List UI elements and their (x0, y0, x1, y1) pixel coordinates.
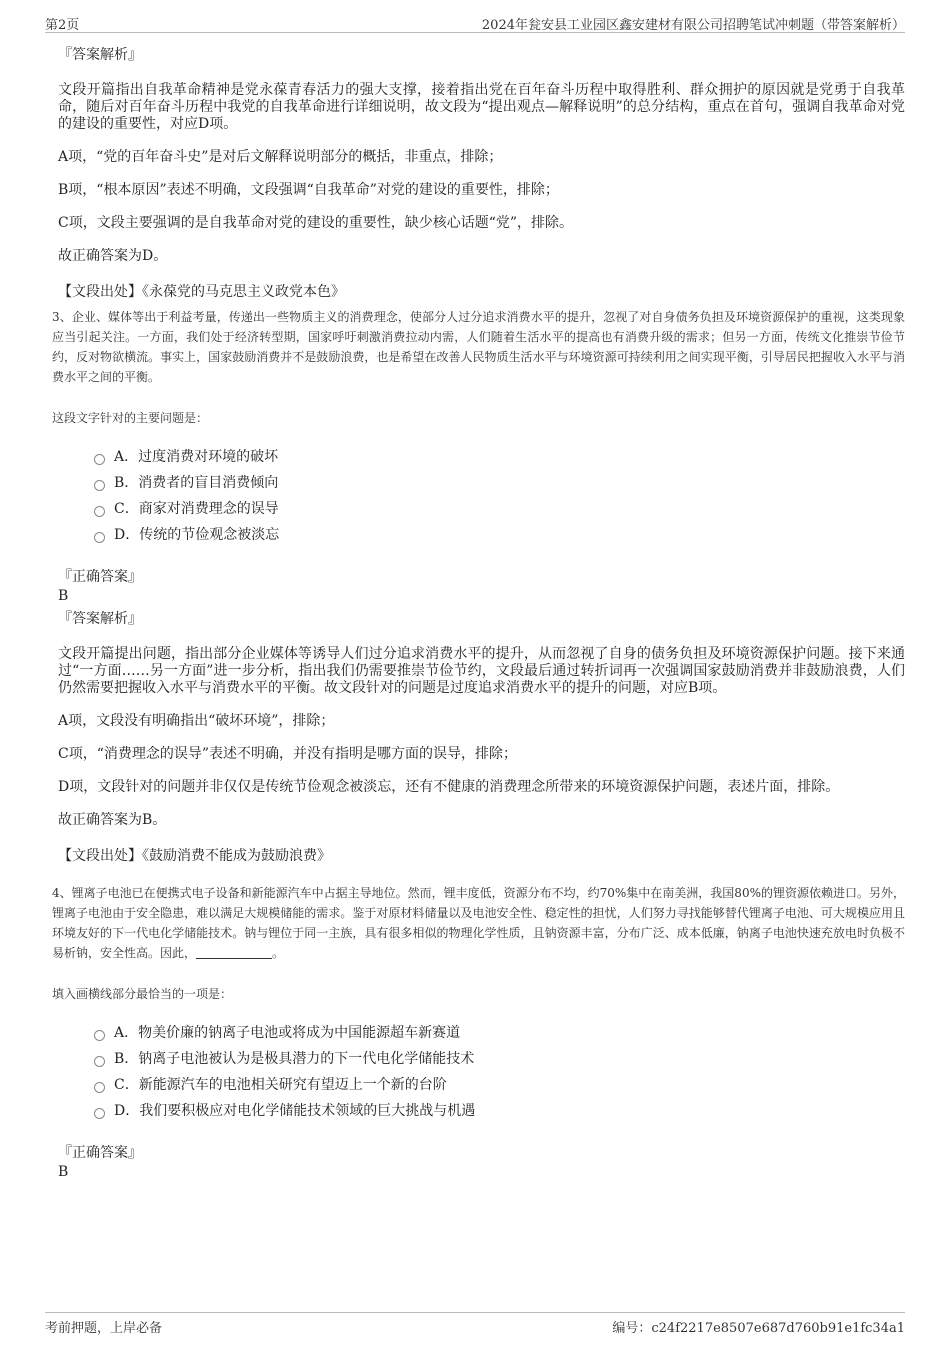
q4-option-c[interactable]: C．新能源汽车的电池相关研究有望迈上一个新的台阶 (94, 1072, 905, 1098)
q3-option-b[interactable]: B．消费者的盲目消费倾向 (94, 470, 905, 496)
source-citation: 【文段出处】《鼓励消费不能成为鼓励浪费》 (58, 848, 331, 864)
correct-answer: B (58, 588, 69, 604)
page-footer (45, 1312, 905, 1336)
analysis-option-a: A项，“党的百年奋斗史”是对后文解释说明部分的概括，非重点，排除； (58, 149, 503, 165)
analysis-tag: 『答案解析』 (58, 47, 142, 63)
correct-answer-tag: 『正确答案』 (58, 569, 142, 585)
document-title: 2024年瓮安县工业园区鑫安建材有限公司招聘笔试冲刺题（带答案解析） (481, 18, 905, 33)
analysis-option-c: C项，文段主要强调的是自我革命对党的建设的重要性，缺少核心话题“党”，排除。 (58, 215, 574, 231)
analysis-option-a: A项，文段没有明确指出“破坏环境”，排除； (58, 713, 335, 729)
q4-option-d[interactable]: D．我们要积极应对电化学储能技术领域的巨大挑战与机遇 (94, 1098, 905, 1124)
analysis-conclusion: 故正确答案为D。 (58, 248, 168, 264)
question-3-options (94, 444, 905, 548)
source-citation: 【文段出处】《永葆党的马克思主义政党本色》 (58, 284, 345, 300)
radio-icon[interactable] (94, 1056, 105, 1067)
analysis-option-c: C项，“消费理念的误导”表述不明确，并没有指明是哪方面的误导，排除； (58, 746, 518, 762)
analysis-option-b: B项，“根本原因”表述不明确，文段强调“自我革命”对党的建设的重要性，排除； (58, 182, 559, 198)
footer-slogan: 考前押题，上岸必备 (45, 1321, 163, 1336)
question-3-text: 3、企业、媒体等出于利益考量，传递出一些物质主义的消费理念，使部分人过分追求消费水平的提升，忽视了对自身债务负担及环境资源保护的重视，这类现象应当引起关注。一方面，我们处于经济转型期，国家呼吁刺激消费拉动内需，人们随着生活水平的提高也有消费升级的需求；但另一方面，传统文化推崇节俭节约，反对物欲横流。事实上，国家鼓励消费并不是鼓励浪费，也是希望在改善人民物质生活水平与环境资源可持续利用之间实现平衡，引导居民把握收入水平与消费水平之间的平衡。 (52, 310, 905, 384)
analysis-tag: 『答案解析』 (58, 611, 142, 627)
analysis-conclusion: 故正确答案为B。 (58, 812, 167, 828)
radio-icon[interactable] (94, 1030, 105, 1041)
q3-option-a[interactable]: A．过度消费对环境的破坏 (94, 444, 905, 470)
analysis-option-d: D项，文段针对的问题并非仅仅是传统节俭观念被淡忘，还有不健康的消费理念所带来的环境资源保护问题，表述片面，排除。 (58, 779, 840, 795)
radio-icon[interactable] (94, 532, 105, 543)
analysis-text: 文段开篇提出问题，指出部分企业媒体等诱导人们过分追求消费水平的提升，从而忽视了自身的债务负担及环境资源保护问题。接下来通过“一方面……另一方面”进一步分析，指出我们仍需要推崇节俭节约，文段最后通过转折词再一次强调国家鼓励消费并非鼓励浪费，人们仍然需要把握收入水平与消费水平的平衡。故文段针对的问题是过度追求消费水平的提升的问题，对应B项。 (58, 646, 905, 696)
radio-icon[interactable] (94, 454, 105, 465)
correct-answer-tag: 『正确答案』 (58, 1145, 142, 1161)
page-number: 第2页 (45, 18, 80, 33)
question-4-text: 4、锂离子电池已在便携式电子设备和新能源汽车中占据主导地位。然而，锂丰度低，资源分布不均，约70%集中在南美洲，我国80%的锂资源依赖进口。另外，锂离子电池由于安全隐患，难以满足大规模储能的需求。鉴于对原材料储量以及电池安全性、稳定性的担忧，人们努力寻找能够替代锂离子电池、可大规模应用且环境友好的下一代电化学储能技术。钠与锂位于同一主族，具有很多相似的物理化学性质，且钠资源丰富，分布广泛、成本低廉，钠离子电池快速充放电时负极不易析钠，安全性高。因此， 。 (52, 886, 905, 960)
question-3-prompt: 这段文字针对的主要问题是： (52, 411, 209, 425)
question-4-options (94, 1020, 905, 1124)
correct-answer: B (58, 1164, 69, 1180)
analysis-text: 文段开篇指出自我革命精神是党永葆青春活力的强大支撑，接着指出党在百年奋斗历程中取得胜利、群众拥护的原因就是党勇于自我革命，随后对百年奋斗历程中我党的自我革命进行详细说明，故文段为“提出观点—解释说明”的总分结构，重点在首句，强调自我革命对党的建设的重要性，对应D项。 (58, 82, 905, 132)
question-4-prompt: 填入画横线部分最恰当的一项是： (52, 987, 233, 1001)
q3-option-c[interactable]: C．商家对消费理念的误导 (94, 496, 905, 522)
radio-icon[interactable] (94, 506, 105, 517)
radio-icon[interactable] (94, 1082, 105, 1093)
radio-icon[interactable] (94, 1108, 105, 1119)
fill-blank (196, 958, 272, 959)
q4-option-a[interactable]: A．物美价廉的钠离子电池或将成为中国能源超车新赛道 (94, 1020, 905, 1046)
page-header (45, 12, 905, 33)
radio-icon[interactable] (94, 480, 105, 491)
page-content (52, 44, 905, 1184)
q3-option-d[interactable]: D．传统的节俭观念被淡忘 (94, 522, 905, 548)
document-id: 编号：c24f2217e8507e687d760b91e1fc34a1 (612, 1321, 905, 1336)
q4-option-b[interactable]: B．钠离子电池被认为是极具潜力的下一代电化学储能技术 (94, 1046, 905, 1072)
